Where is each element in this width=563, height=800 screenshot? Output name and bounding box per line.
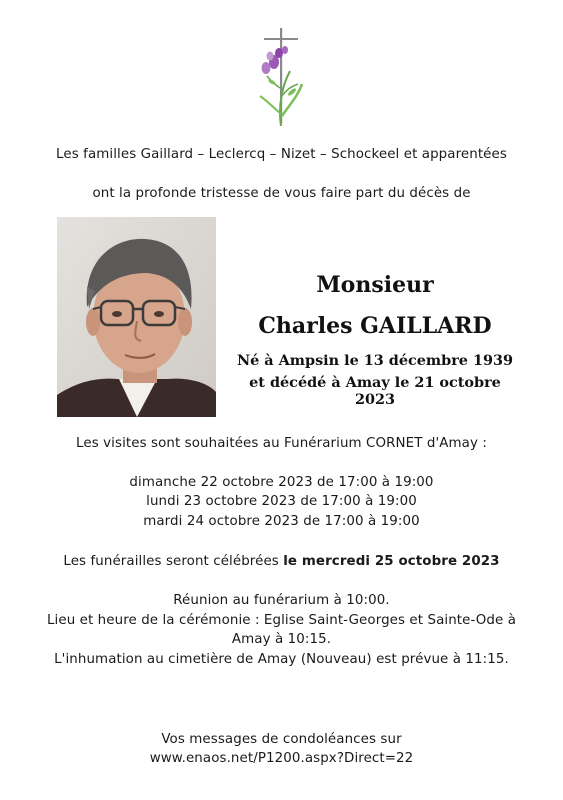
burial-line: L'inhumation au cimetière de Amay (Nouveau) est prévue à 11:15. (54, 652, 509, 667)
deceased-title: Monsieur (316, 272, 434, 298)
cross-with-flowers-icon (252, 26, 312, 134)
deceased-name: Charles GAILLARD (258, 313, 492, 339)
birth-line: Né à Ampsin le 13 décembre 1939 (236, 352, 514, 369)
funeral-intro: Les funérailles seront célébrées (63, 554, 284, 569)
visit-schedule-item: lundi 23 octobre 2023 de 17:00 à 19:00 (146, 494, 417, 509)
condolences-url[interactable]: www.enaos.net/P1200.aspx?Direct=22 (149, 751, 414, 766)
visit-schedule-item: dimanche 22 octobre 2023 de 17:00 à 19:00 (129, 475, 434, 490)
meeting-line: Réunion au funérarium à 10:00. (173, 593, 390, 608)
visits-heading: Les visites sont souhaitées au Funérarium CORNET d'Amay : (76, 436, 487, 451)
ceremony-line-1: Lieu et heure de la cérémonie : Eglise Saint-Georges et Sainte-Ode à (46, 613, 517, 628)
ceremony-line-2: Amay à 10:15. (231, 632, 332, 647)
visit-schedule-item: mardi 24 octobre 2023 de 17:00 à 19:00 (143, 514, 420, 529)
condolences-text: Vos messages de condoléances sur (161, 732, 402, 747)
funeral-date: le mercredi 25 octobre 2023 (283, 554, 500, 569)
announcement-line: ont la profonde tristesse de vous faire part du décès de (92, 186, 471, 201)
families-line: Les familles Gaillard – Leclercq – Nizet – Schockeel et apparentées (56, 147, 507, 162)
funeral-line (0, 554, 563, 569)
death-line: et décédé à Amay le 21 octobre 2023 (249, 374, 501, 408)
portrait-photo (57, 217, 216, 417)
